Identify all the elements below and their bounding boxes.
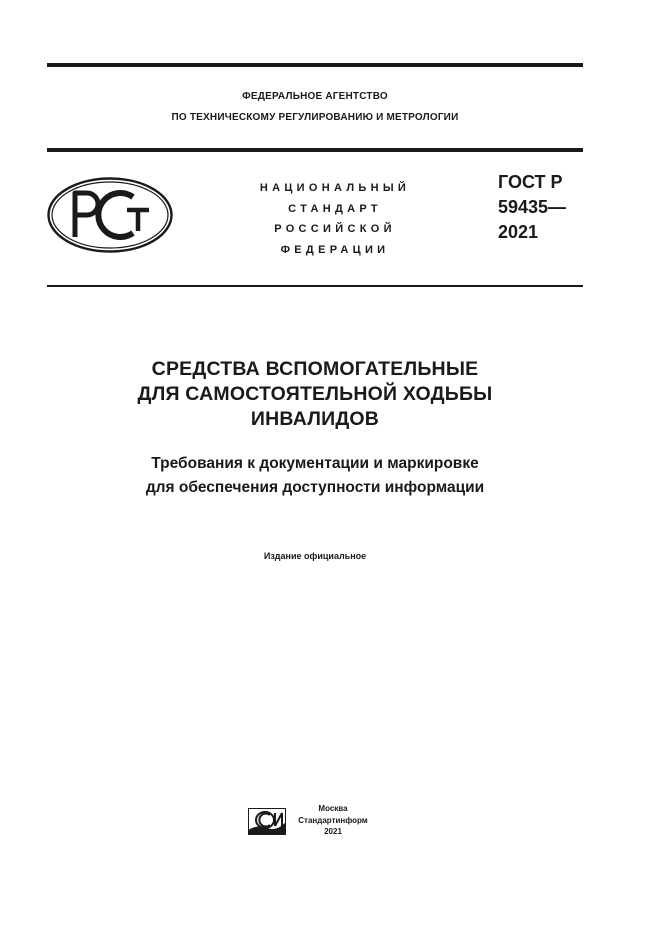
publisher-block bbox=[298, 803, 368, 838]
title-line: СРЕДСТВА ВСПОМОГАТЕЛЬНЫЕ bbox=[151, 358, 479, 380]
designation-line: ГОСТ Р bbox=[498, 172, 563, 192]
document-title bbox=[47, 357, 583, 432]
national-standard-line: ФЕДЕРАЦИИ bbox=[280, 243, 390, 256]
rst-gost-emblem-icon bbox=[47, 177, 173, 253]
title-line: ДЛЯ САМОСТОЯТЕЛЬНОЙ ХОДЬБЫ bbox=[137, 383, 493, 405]
top-rule bbox=[47, 63, 583, 67]
national-standard-line: СТАНДАРТ bbox=[288, 202, 382, 215]
agency-line-1: ФЕДЕРАЛЬНОЕ АГЕНТСТВО bbox=[242, 91, 388, 102]
national-standard-line: РОССИЙСКОЙ bbox=[274, 223, 396, 235]
document-subtitle bbox=[47, 452, 583, 500]
header-rule bbox=[47, 148, 583, 152]
publisher-year: 2021 bbox=[324, 827, 342, 836]
national-standard-caption bbox=[240, 178, 430, 260]
subtitle-line: для обеспечения доступности информации bbox=[145, 479, 485, 496]
subtitle-line: Требования к документации и маркировке bbox=[151, 455, 479, 472]
national-standard-line: НАЦИОНАЛЬНЫЙ bbox=[259, 182, 411, 194]
title-line: ИНВАЛИДОВ bbox=[250, 408, 380, 430]
title-rule bbox=[47, 285, 583, 287]
standard-designation bbox=[498, 170, 566, 245]
designation-line: 59435— bbox=[498, 197, 567, 217]
edition-note: Издание официальное bbox=[263, 551, 367, 561]
publisher-name: Стандартинформ bbox=[298, 815, 368, 825]
designation-line: 2021 bbox=[498, 222, 539, 242]
agency-line-2: ПО ТЕХНИЧЕСКОМУ РЕГУЛИРОВАНИЮ И МЕТРОЛОГИИ bbox=[171, 112, 459, 123]
standartinform-logo-icon bbox=[248, 808, 286, 835]
publisher-city: Москва bbox=[318, 804, 348, 813]
